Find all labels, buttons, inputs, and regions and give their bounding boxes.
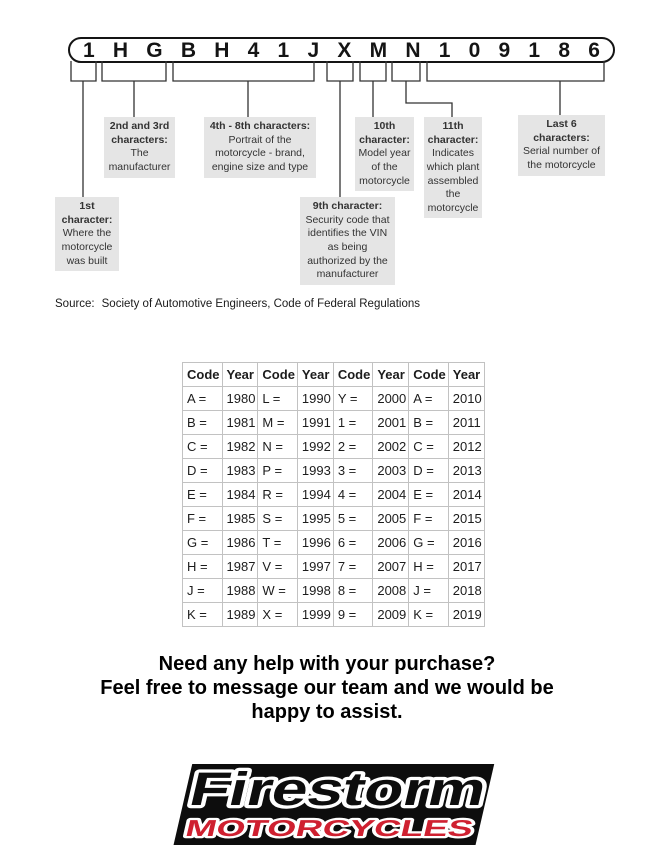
label-1st-character xyxy=(55,197,119,271)
help-message-line: happy to assist. xyxy=(251,701,403,723)
year-cell: 2001 xyxy=(373,411,409,435)
vin-character: X xyxy=(337,38,352,62)
firestorm-motorcycles-logo xyxy=(147,752,507,852)
table-row xyxy=(183,579,485,603)
year-cell: 1996 xyxy=(297,531,333,555)
help-message xyxy=(0,652,654,724)
year-cell: 2015 xyxy=(448,507,484,531)
code-cell: A = xyxy=(183,387,223,411)
code-cell: G = xyxy=(183,531,223,555)
code-cell: G = xyxy=(409,531,449,555)
table-header-cell: Code xyxy=(333,363,373,387)
label-body: The manufacturer xyxy=(108,147,171,173)
label-body: Portrait of the motorcycle - brand, engine size and type xyxy=(211,133,309,173)
year-cell: 1993 xyxy=(297,459,333,483)
help-message-line: Need any help with your purchase? xyxy=(158,653,496,675)
bracket-char-9 xyxy=(327,61,353,197)
code-cell: E = xyxy=(409,483,449,507)
code-cell: 1 = xyxy=(333,411,373,435)
code-cell: 6 = xyxy=(333,531,373,555)
year-cell: 2019 xyxy=(448,603,484,627)
code-cell: P = xyxy=(258,459,298,483)
year-cell: 2006 xyxy=(373,531,409,555)
year-cell: 2016 xyxy=(448,531,484,555)
code-cell: T = xyxy=(258,531,298,555)
code-cell: E = xyxy=(183,483,223,507)
table-header-cell: Code xyxy=(183,363,223,387)
label-heading: 4th - 8th characters: xyxy=(209,120,311,132)
table-header-cell: Year xyxy=(373,363,409,387)
label-2nd-3rd-characters xyxy=(104,117,175,178)
year-cell: 1983 xyxy=(222,459,258,483)
code-cell: 5 = xyxy=(333,507,373,531)
year-cell: 1980 xyxy=(222,387,258,411)
year-cell: 2008 xyxy=(373,579,409,603)
table-row xyxy=(183,387,485,411)
table-header-cell: Year xyxy=(297,363,333,387)
vin-character: 6 xyxy=(588,38,600,62)
label-10th-character xyxy=(355,117,414,191)
label-heading: Last 6 characters: xyxy=(533,118,590,144)
vin-character: B xyxy=(180,38,197,62)
vin-character: H xyxy=(214,38,230,62)
code-cell: 3 = xyxy=(333,459,373,483)
bracket-char-11 xyxy=(392,61,452,117)
vin-character: H xyxy=(112,38,129,62)
year-cell: 2007 xyxy=(373,555,409,579)
vin-character: N xyxy=(405,38,421,62)
table-row xyxy=(183,459,485,483)
label-last-6-characters xyxy=(518,115,605,176)
logo-graphic xyxy=(147,752,507,852)
label-body: Indicates which plant assembled the motorcycle xyxy=(426,147,480,214)
code-cell: 7 = xyxy=(333,555,373,579)
code-cell: M = xyxy=(258,411,298,435)
help-message-line: Feel free to message our team and we would be xyxy=(100,677,554,699)
code-cell: W = xyxy=(258,579,298,603)
table-header-cell: Code xyxy=(409,363,449,387)
code-cell: J = xyxy=(409,579,449,603)
code-cell: H = xyxy=(409,555,449,579)
vin-character: 9 xyxy=(498,38,511,62)
bracket-chars-4-8 xyxy=(173,61,314,117)
label-body: Serial number of the motorcycle xyxy=(522,145,601,171)
code-cell: V = xyxy=(258,555,298,579)
label-heading: 11th character: xyxy=(427,120,479,146)
code-cell: C = xyxy=(409,435,449,459)
year-cell: 2012 xyxy=(448,435,484,459)
label-heading: 10th character: xyxy=(359,120,410,146)
label-11th-character xyxy=(424,117,482,218)
vin-character: J xyxy=(307,38,320,62)
code-cell: B = xyxy=(409,411,449,435)
logo-subtitle-text: MOTORCYCLES xyxy=(182,815,368,841)
table-row xyxy=(183,531,485,555)
code-cell: L = xyxy=(258,387,298,411)
year-cell: 1984 xyxy=(222,483,258,507)
code-cell: N = xyxy=(258,435,298,459)
vin-character: 1 xyxy=(528,38,541,62)
year-cell: 1995 xyxy=(297,507,333,531)
code-cell: K = xyxy=(183,603,223,627)
vin-character: 0 xyxy=(468,38,481,62)
year-cell: 2009 xyxy=(373,603,409,627)
source-attribution xyxy=(55,298,420,310)
year-cell: 1997 xyxy=(297,555,333,579)
year-cell: 2000 xyxy=(373,387,409,411)
year-cell: 2004 xyxy=(373,483,409,507)
year-cell: 2011 xyxy=(448,411,484,435)
code-cell: 4 = xyxy=(333,483,373,507)
label-heading: 1st character: xyxy=(61,200,113,226)
year-cell: 1982 xyxy=(222,435,258,459)
year-cell: 1985 xyxy=(222,507,258,531)
code-cell: J = xyxy=(183,579,223,603)
year-code-table-body xyxy=(183,387,485,627)
source-text: Society of Automotive Engineers, Code of Federal Regulations xyxy=(101,298,420,310)
code-cell: S = xyxy=(258,507,298,531)
label-body: Where the motorcycle was built xyxy=(61,227,113,267)
bracket-char-10 xyxy=(360,61,386,117)
bracket-char-1 xyxy=(71,61,96,197)
year-cell: 1989 xyxy=(222,603,258,627)
year-cell: 2003 xyxy=(373,459,409,483)
year-cell: 2014 xyxy=(448,483,484,507)
table-row xyxy=(183,603,485,627)
vin-character: G xyxy=(146,38,163,62)
vin-character: 1 xyxy=(438,38,451,62)
code-cell: D = xyxy=(409,459,449,483)
year-cell: 1998 xyxy=(297,579,333,603)
label-4th-8th-characters xyxy=(204,117,316,178)
code-cell: R = xyxy=(258,483,298,507)
year-cell: 1991 xyxy=(297,411,333,435)
table-header-cell: Code xyxy=(258,363,298,387)
label-9th-character xyxy=(300,197,395,285)
code-cell: C = xyxy=(183,435,223,459)
code-cell: A = xyxy=(409,387,449,411)
year-cell: 1986 xyxy=(222,531,258,555)
year-cell: 1981 xyxy=(222,411,258,435)
code-cell: X = xyxy=(258,603,298,627)
table-row xyxy=(183,435,485,459)
code-cell: 2 = xyxy=(333,435,373,459)
vin-character: 4 xyxy=(247,38,260,62)
table-header-cell: Year xyxy=(222,363,258,387)
label-heading: 2nd and 3rd characters: xyxy=(109,120,170,146)
label-heading: 9th character: xyxy=(312,200,383,212)
vin-character: 1 xyxy=(83,38,95,62)
table-row xyxy=(183,483,485,507)
table-header-cell: Year xyxy=(448,363,484,387)
logo-brand-text: Firestorm xyxy=(184,763,414,816)
code-cell: Y = xyxy=(333,387,373,411)
source-label: Source: xyxy=(55,298,95,310)
year-cell: 1999 xyxy=(297,603,333,627)
table-row xyxy=(183,555,485,579)
code-cell: F = xyxy=(183,507,223,531)
year-code-table xyxy=(182,362,485,627)
code-cell: 8 = xyxy=(333,579,373,603)
year-cell: 1992 xyxy=(297,435,333,459)
bracket-last-6-chars xyxy=(427,61,604,115)
vin-character: M xyxy=(369,38,388,62)
year-cell: 1990 xyxy=(297,387,333,411)
code-cell: D = xyxy=(183,459,223,483)
table-row xyxy=(183,411,485,435)
year-code-table-head xyxy=(183,363,485,387)
year-cell: 1987 xyxy=(222,555,258,579)
year-cell: 2013 xyxy=(448,459,484,483)
year-cell: 2017 xyxy=(448,555,484,579)
code-cell: B = xyxy=(183,411,223,435)
table-row xyxy=(183,507,485,531)
bracket-chars-2-3 xyxy=(102,61,166,117)
table-header-row xyxy=(183,363,485,387)
label-body: Model year of the motorcycle xyxy=(358,147,411,187)
year-cell: 2018 xyxy=(448,579,484,603)
code-cell: K = xyxy=(409,603,449,627)
year-cell: 2002 xyxy=(373,435,409,459)
code-cell: F = xyxy=(409,507,449,531)
year-cell: 1994 xyxy=(297,483,333,507)
year-cell: 1988 xyxy=(222,579,258,603)
vin-character: 8 xyxy=(558,38,571,62)
code-cell: 9 = xyxy=(333,603,373,627)
code-cell: H = xyxy=(183,555,223,579)
year-cell: 2005 xyxy=(373,507,409,531)
label-body: Security code that identifies the VIN as being authorized by the manufacturer xyxy=(305,213,390,281)
year-cell: 2010 xyxy=(448,387,484,411)
vin-character: 1 xyxy=(277,38,290,62)
